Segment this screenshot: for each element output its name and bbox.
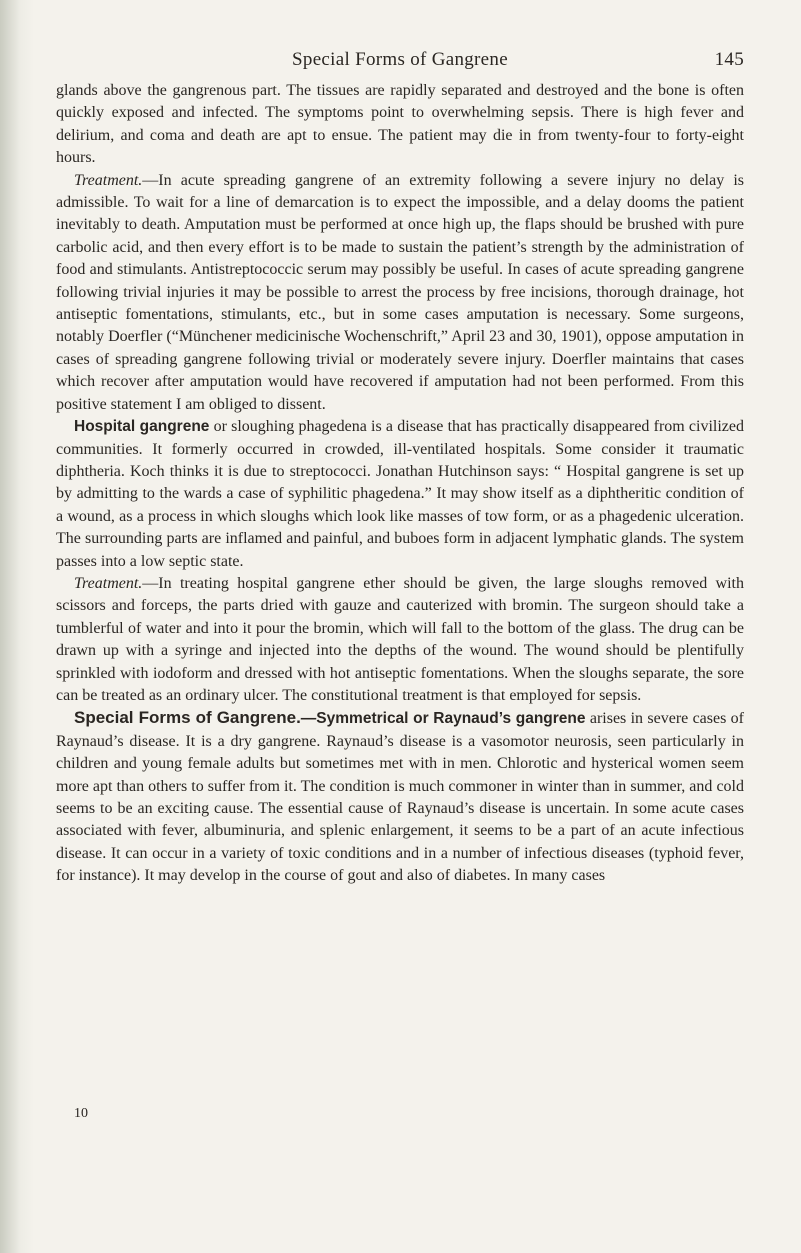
paragraph-treatment-hospital xyxy=(56,573,744,707)
running-head-title: Special Forms of Gangrene xyxy=(292,49,508,70)
running-head xyxy=(56,40,744,80)
page-number: 145 xyxy=(714,49,744,70)
paragraph-treatment-acute xyxy=(56,170,744,416)
paragraph-hospital-gangrene xyxy=(56,416,744,573)
run-in-heading-hospital-gangrene: Hospital gangrene xyxy=(74,418,210,436)
paragraph-text: glands above the gangrenous part. The tissues are rapidly separated and destroyed and the bone is often quickly exposed and infected. The symptoms point to overwhelming sepsis. There is high fever and delirium, and coma and death are apt to ensue. The patient may die in from twenty-four to forty-eight hours. xyxy=(56,82,744,167)
scan-edge-shadow xyxy=(0,0,34,1253)
book-page xyxy=(56,40,744,888)
run-in-label-treatment: Treatment. xyxy=(74,171,143,189)
paragraph-text: —In acute spreading gangrene of an extremity following a severe injury no delay is admissible. To wait for a line of demarcation is to expect the impossible, and a delay dooms the patient inevitably to death. Amputation must be performed at once high up, the flaps should be brushed with pure carbolic acid, and then every effort is to be made to sustain the patient’s strength by the administration of food and stimulants. Antistreptococcic serum may possibly be useful. In cases of acute spreading gangrene following trivial injuries it may be possible to arrest the process by free incisions, thorough drainage, hot antiseptic fomentations, stimulants, etc., but in some cases amputation is necessary. Some surgeons, notably Doerfler (“Münchener medicinische Wochenschrift,” April 23 and 30, 1901), oppose amputation in cases of spreading gangrene following trivial or moderately severe injury. Doerfler maintains that cases which recover after amputation would have recovered if amputation had not been performed. From this positive statement I am obliged to dissent. xyxy=(56,171,744,413)
paragraph-text: arises in severe cases of Raynaud’s disease. It is a dry gangrene. Raynaud’s disease is a vasomotor neurosis, seen particularly in children and young female adults but sometimes met with in men. Chlorotic and hysterical women seem more apt than others to suffer from it. The condition is much commoner in winter than in summer, and cold seems to be an exciting cause. The essential cause of Raynaud’s disease is uncertain. In some acute cases associated with fever, albuminuria, and splenic enlargement, it seems to be a part of an acute infectious disease. It can occur in a variety of toxic conditions and in a number of infectious diseases (typhoid fever, for instance). It may develop in the course of gout and also of diabetes. In many cases xyxy=(56,710,745,885)
run-in-label-treatment: Treatment. xyxy=(74,574,143,592)
section-heading-special-forms: Special Forms of Gangrene. xyxy=(74,708,301,728)
run-in-heading-raynaud: —Symmetrical or Raynaud’s gangrene xyxy=(300,710,586,728)
body-text xyxy=(56,80,744,888)
signature-mark: 10 xyxy=(74,1106,88,1121)
paragraph-text: or sloughing phagedena is a disease that has practically disappeared from civilized communities. It formerly occurred in crowded, ill-ventilated hospitals. Some consider it traumatic diphtheria. Koch thinks it is due to streptococci. Jonathan Hutchinson says: “ Hospital gangrene is set up by admitting to the wards a case of syphilitic phagedena.” It may show itself as a diphtheritic condition of a wound, as a process in which sloughs which look like masses of tow form, or as a phagedenic ulceration. The surrounding parts are inflamed and painful, and buboes form in adjacent lymphatic glands. The system passes into a low septic state. xyxy=(56,418,745,570)
paragraph-special-forms xyxy=(56,707,744,887)
paragraph-text: —In treating hospital gangrene ether should be given, the large sloughs removed with scissors and forceps, the parts dried with gauze and cauterized with bromin. The surgeon should take a tumblerful of water and into it pour the bromin, which will fall to the bottom of the glass. The drug can be drawn up with a syringe and injected into the depths of the wound. The wound should be plentifully sprinkled with iodoform and dressed with hot antiseptic fomentations. When the sloughs separate, the sore can be treated as an ordinary ulcer. The constitutional treatment is that employed for sepsis. xyxy=(56,574,744,704)
paragraph-gangrene-symptoms xyxy=(56,80,744,170)
